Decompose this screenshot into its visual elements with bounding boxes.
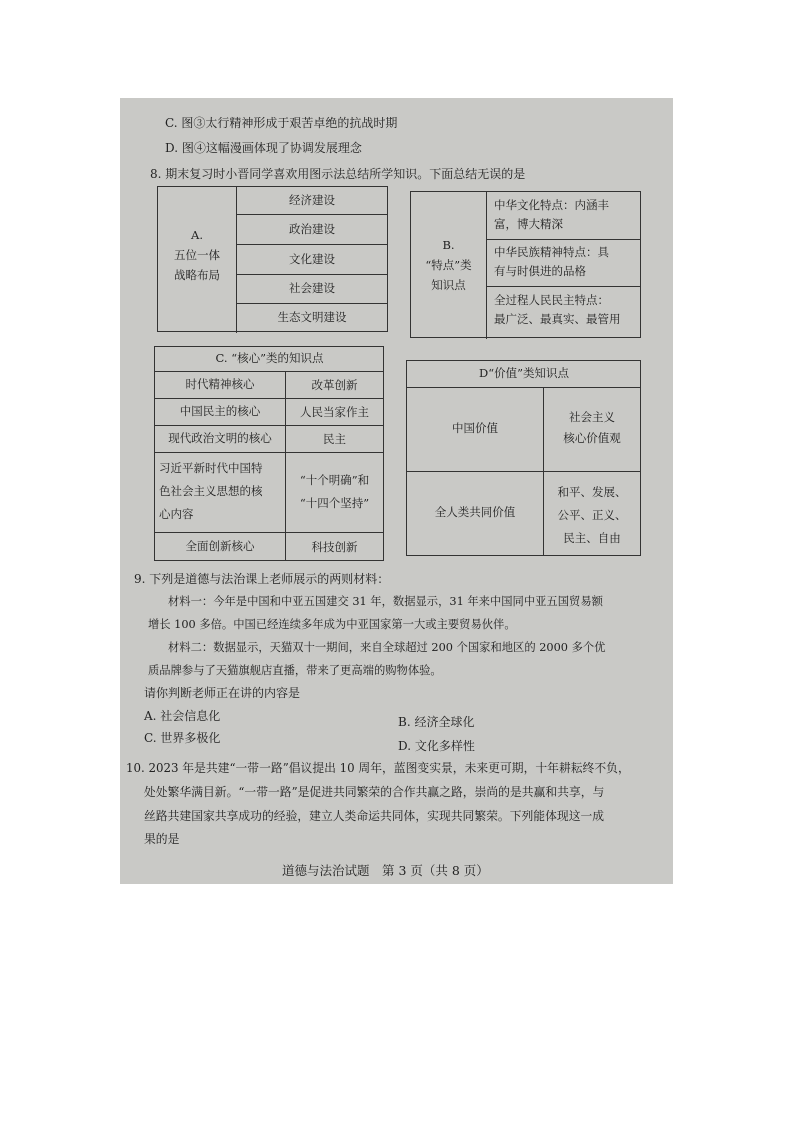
q8-stem: 8. 期末复习时小晋同学喜欢用图示法总结所学知识。下面总结无误的是 xyxy=(150,167,526,181)
q8-b-item-line: 中华民族精神特点：具 xyxy=(494,245,609,259)
q8-c-left: 心内容 xyxy=(159,507,194,521)
q8-d-right: 和平、发展、 xyxy=(557,485,627,499)
q8-c-left: 全面创新核心 xyxy=(185,539,255,553)
q8-d-right: 民主、自由 xyxy=(563,531,621,545)
q8-c-right: “十四个坚持” xyxy=(299,496,370,510)
q8-d-right: 社会主义 xyxy=(569,410,615,424)
q8-a-item: 生态文明建设 xyxy=(277,310,347,324)
q8-d-left: 中国价值 xyxy=(452,421,498,435)
q9-option-c: C. 世界多极化 xyxy=(144,731,221,745)
q8-d-header: D“价值”类知识点 xyxy=(479,366,569,380)
q8-b-label-line2: 知识点 xyxy=(431,278,466,292)
q8-d-right: 公平、正义、 xyxy=(557,508,627,522)
q8-b-label-line1: “特点”类 xyxy=(425,258,472,272)
q9-option-d: D. 文化多样性 xyxy=(398,739,475,753)
q8-option-d-table xyxy=(406,360,641,556)
q10-line1: 10. 2023 年是共建“一带一路”倡议提出 10 周年，蓝图变实景，未来更可期，十年耕耘终不负， xyxy=(126,761,630,775)
q9-option-a: A. 社会信息化 xyxy=(144,709,221,723)
page-footer: 道德与法治试题 第 3 页（共 8 页） xyxy=(282,863,489,878)
q8-b-item-line: 最广泛、最真实、最管用 xyxy=(494,312,621,326)
q8-a-letter: A. xyxy=(191,228,203,242)
q7-option-c: C. 图③太行精神形成于艰苦卓绝的抗战时期 xyxy=(165,116,398,130)
q7-option-d: D. 图④这幅漫画体现了协调发展理念 xyxy=(165,141,362,155)
q8-b-item-line: 富，博大精深 xyxy=(494,217,563,231)
q10-line3: 丝路共建国家共享成功的经验，建立人类命运共同体，实现共同繁荣。下列能体现这一成 xyxy=(144,809,605,823)
q8-c-right: 改革创新 xyxy=(311,378,358,392)
q10-line4: 果的是 xyxy=(144,832,180,846)
q8-b-item-line: 全过程人民民主特点： xyxy=(494,293,609,307)
q8-c-left: 习近平新时代中国特 xyxy=(159,461,263,475)
q8-c-left: 中国民主的核心 xyxy=(179,404,261,418)
q8-c-left: 现代政治文明的核心 xyxy=(168,431,272,445)
q9-stem: 9. 下列是道德与法治课上老师展示的两则材料： xyxy=(134,572,390,586)
q10-line2: 处处繁华满目新。“一带一路”是促进共同繁荣的合作共赢之路，崇尚的是共赢和共享，与 xyxy=(144,785,605,799)
q8-c-right: “十个明确”和 xyxy=(299,473,370,487)
q8-b-letter: B. xyxy=(442,238,455,252)
q9-option-b: B. 经济全球化 xyxy=(398,715,475,729)
q8-a-item: 经济建设 xyxy=(289,193,335,207)
q8-a-item: 文化建设 xyxy=(289,252,335,266)
q9-material1-line2: 增长 100 多倍。中国已经连续多年成为中亚国家第一大或主要贸易伙伴。 xyxy=(148,618,516,631)
q8-b-item-line: 有与时俱进的品格 xyxy=(494,264,586,278)
q8-c-right: 民主 xyxy=(323,432,346,446)
q9-material2-line2: 质品牌参与了天猫旗舰店直播，带来了更高端的购物体验。 xyxy=(148,664,442,677)
q8-a-item: 政治建设 xyxy=(289,222,335,236)
q8-c-header: C. “核心”类的知识点 xyxy=(215,351,324,365)
q8-c-left: 色社会主义思想的核 xyxy=(159,484,263,498)
q8-option-a-diagram xyxy=(157,186,388,332)
q8-option-b-diagram xyxy=(410,191,641,338)
q8-d-right: 核心价值观 xyxy=(563,431,621,445)
q9-material2-line1: 材料二：数据显示，天猫双十一期间，来自全球超过 200 个国家和地区的 2000 多个优 xyxy=(168,641,606,654)
q8-option-c-table xyxy=(154,346,384,561)
q8-a-item: 社会建设 xyxy=(289,281,335,295)
q8-c-right: 人民当家作主 xyxy=(300,405,369,419)
q8-a-label-line2: 战略布局 xyxy=(174,268,220,282)
q9-question: 请你判断老师正在讲的内容是 xyxy=(144,686,301,700)
photographed-exam-page xyxy=(120,98,673,884)
q8-d-left: 全人类共同价值 xyxy=(434,505,516,519)
q8-a-label-line1: 五位一体 xyxy=(174,248,220,262)
q8-b-item-line: 中华文化特点：内涵丰 xyxy=(494,198,609,212)
q8-c-left: 时代精神核心 xyxy=(185,377,255,391)
q8-c-right: 科技创新 xyxy=(311,540,358,554)
q9-material1-line1: 材料一：今年是中国和中亚五国建交 31 年，数据显示，31 年来中国同中亚五国贸易额 xyxy=(168,595,603,608)
